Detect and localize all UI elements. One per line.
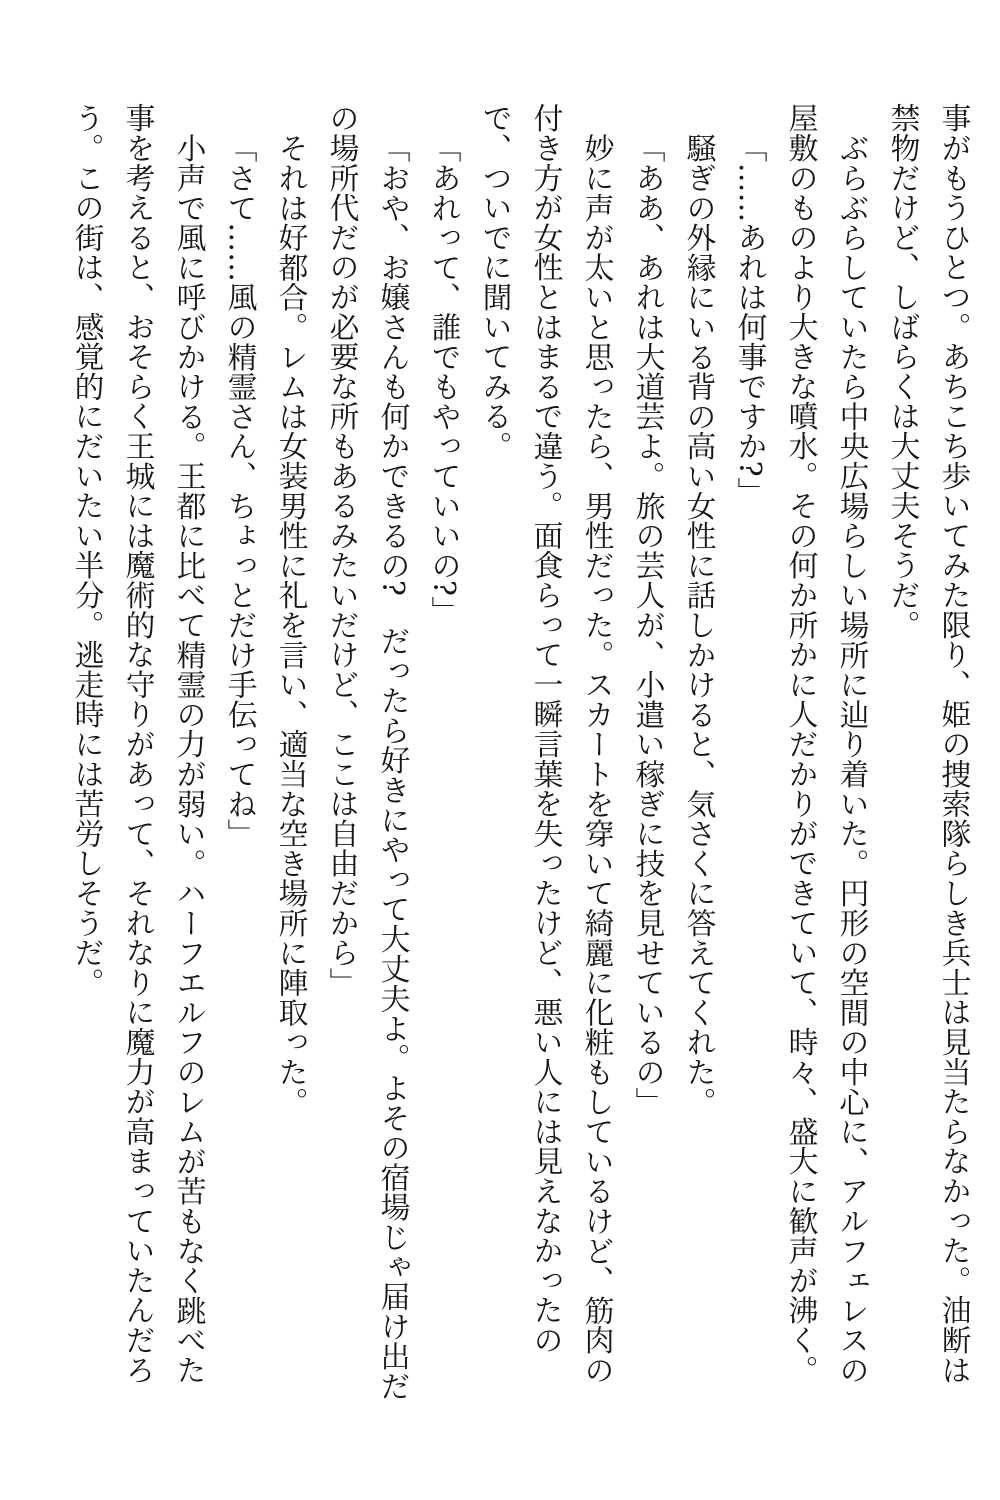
text-line-02: 禁物だけど、しばらくは大丈夫そうだ。	[885, 103, 920, 640]
text-line-13: の場所代だのが必要な所もあるみたいだけど、ここは自由だから」	[324, 103, 359, 997]
text-line-11: 「あれって、誰でもやっていいの?」	[426, 133, 461, 626]
text-line-01: 事がもうひとつ。あちこち歩いてみた限り、姫の捜索隊らしき兵士は見当たらなかった。油断は	[936, 103, 971, 1385]
text-line-12: 「おや、お嬢さんも何かできるの? だったら好きにやって大丈夫よ。よその宿場じゃ届け出だ	[375, 133, 410, 1401]
text-line-15: 「さて……風の精霊さん、ちょっとだけ手伝ってね」	[222, 133, 257, 849]
text-line-09: 付き方が女性とはまるで違う。面食らって一瞬言葉を失ったけど、悪い人には見えなかったの	[528, 103, 563, 1355]
text-line-17: 事を考えると、おそらく王城には魔術的な守りがあって、それなりに魔力が高まっていたんだろ	[120, 103, 155, 1385]
text-line-07: 「ああ、あれは大道芸よ。旅の芸人が、小遣い稼ぎに技を見せているの」	[630, 133, 665, 1117]
text-line-18: う。この街は、感覚的にだいたい半分。逃走時には苦労しそうだ。	[69, 103, 104, 997]
text-line-05: 「……あれは何事ですか?」	[732, 133, 767, 507]
vertical-text-block	[61, 103, 979, 1413]
text-line-08: 妙に声が太いと思ったら、男性だった。スカートを穿いて綺麗に化粧もしているけど、筋肉の	[579, 133, 614, 1385]
text-line-06: 騒ぎの外縁にいる背の高い女性に話しかけると、気さくに答えてくれた。	[681, 133, 716, 1117]
text-line-04: 屋敷のものより大きな噴水。その何か所かに人だかりができていて、時々、盛大に歓声が沸く。	[783, 103, 818, 1385]
text-line-16: 小声で風に呼びかける。王都に比べて精霊の力が弱い。ハーフエルフのレムが苦もなく跳べた	[171, 133, 206, 1385]
text-line-14: それは好都合。レムは女装男性に礼を言い、適当な空き場所に陣取った。	[273, 133, 308, 1117]
text-line-03: ぶらぶらしていたら中央広場らしい場所に辿り着いた。円形の空間の中心に、アルフェレスの	[834, 133, 869, 1385]
text-line-10: で、ついでに聞いてみる。	[477, 103, 512, 461]
